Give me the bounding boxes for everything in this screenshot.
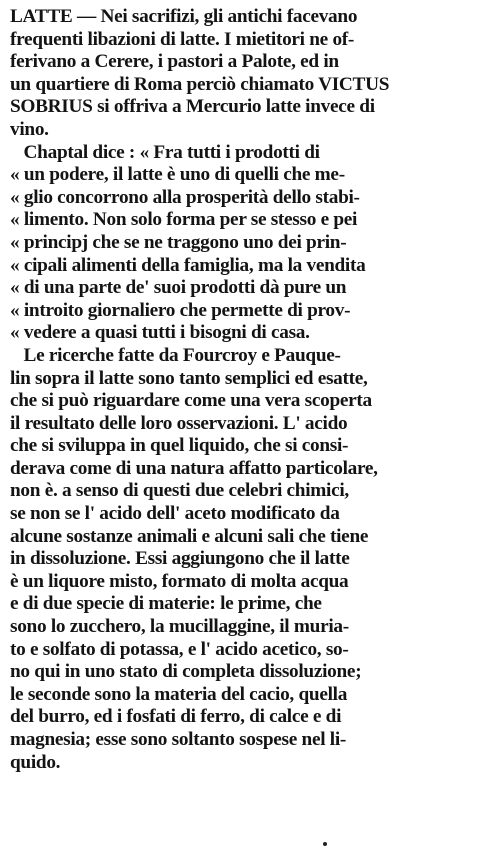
text-line: to e solfato di potassa, e l' acido acetico, so- bbox=[10, 638, 349, 660]
text-line: « un podere, il latte è uno di quelli che me- bbox=[10, 164, 345, 186]
text-line: le seconde sono la materia del cacio, quella bbox=[10, 683, 348, 705]
text-line: ferivano a Cerere, i pastori a Palote, ed in bbox=[10, 51, 339, 73]
text-line: un quartiere di Roma perciò chiamato VICTUS bbox=[10, 73, 390, 95]
text-line: alcune sostanze animali e alcuni sali che tiene bbox=[10, 525, 369, 547]
text-line: e di due specie di materie: le prime, che bbox=[10, 593, 322, 615]
text-line: SOBRIUS si offriva a Mercurio latte invece di bbox=[10, 96, 375, 118]
text-line: « cipali alimenti della famiglia, ma la vendita bbox=[10, 254, 366, 276]
article-column bbox=[10, 6, 476, 774]
text-line: « di una parte de' suoi prodotti dà pure un bbox=[10, 277, 347, 299]
text-line: « introito giornaliero che permette di prov- bbox=[10, 299, 351, 321]
text-line: « glio concorrono alla prosperità dello stabi- bbox=[10, 186, 360, 208]
text-line: « limento. Non solo forma per se stesso e pei bbox=[10, 209, 358, 231]
text-line: che si sviluppa in quel liquido, che si consi- bbox=[10, 435, 349, 457]
text-line: quido. bbox=[10, 751, 61, 773]
text-line: che si può riguardare come una vera scoperta bbox=[10, 390, 372, 412]
text-line: vino. bbox=[10, 118, 49, 140]
text-line: in dissoluzione. Essi aggiungono che il latte bbox=[10, 548, 350, 570]
text-line: no qui in uno stato di completa dissoluzione; bbox=[10, 661, 362, 683]
text-line: se non se l' acido dell' aceto modificato da bbox=[10, 503, 340, 525]
text-line: « principj che se ne traggono uno dei prin- bbox=[10, 231, 347, 253]
text-line: non è. a senso di questi due celebri chimici, bbox=[10, 480, 349, 502]
text-line: sono lo zucchero, la mucillaggine, il muria- bbox=[10, 616, 349, 638]
text-line: il resultato delle loro osservazioni. L' acido bbox=[10, 412, 348, 434]
text-line: Le ricerche fatte da Fourcroy e Pauque- bbox=[10, 344, 341, 366]
ink-speck bbox=[323, 842, 327, 846]
text-line: lin sopra il latte sono tanto semplici ed esatte, bbox=[10, 367, 368, 389]
text-line: è un liquore misto, formato di molta acqua bbox=[10, 570, 349, 592]
text-line: frequenti libazioni di latte. I mietitori ne of- bbox=[10, 28, 355, 50]
text-line: LATTE — Nei sacrifizi, gli antichi facevano bbox=[10, 6, 358, 27]
text-line: Chaptal dice : « Fra tutti i prodotti di bbox=[10, 141, 320, 163]
text-line: « vedere a quasi tutti i bisogni di casa. bbox=[10, 322, 310, 344]
text-line: derava come di una natura affatto particolare, bbox=[10, 457, 378, 479]
text-line: magnesia; esse sono soltanto sospese nel li- bbox=[10, 729, 347, 750]
text-line: del burro, ed i fosfati di ferro, di calce e di bbox=[10, 706, 342, 728]
